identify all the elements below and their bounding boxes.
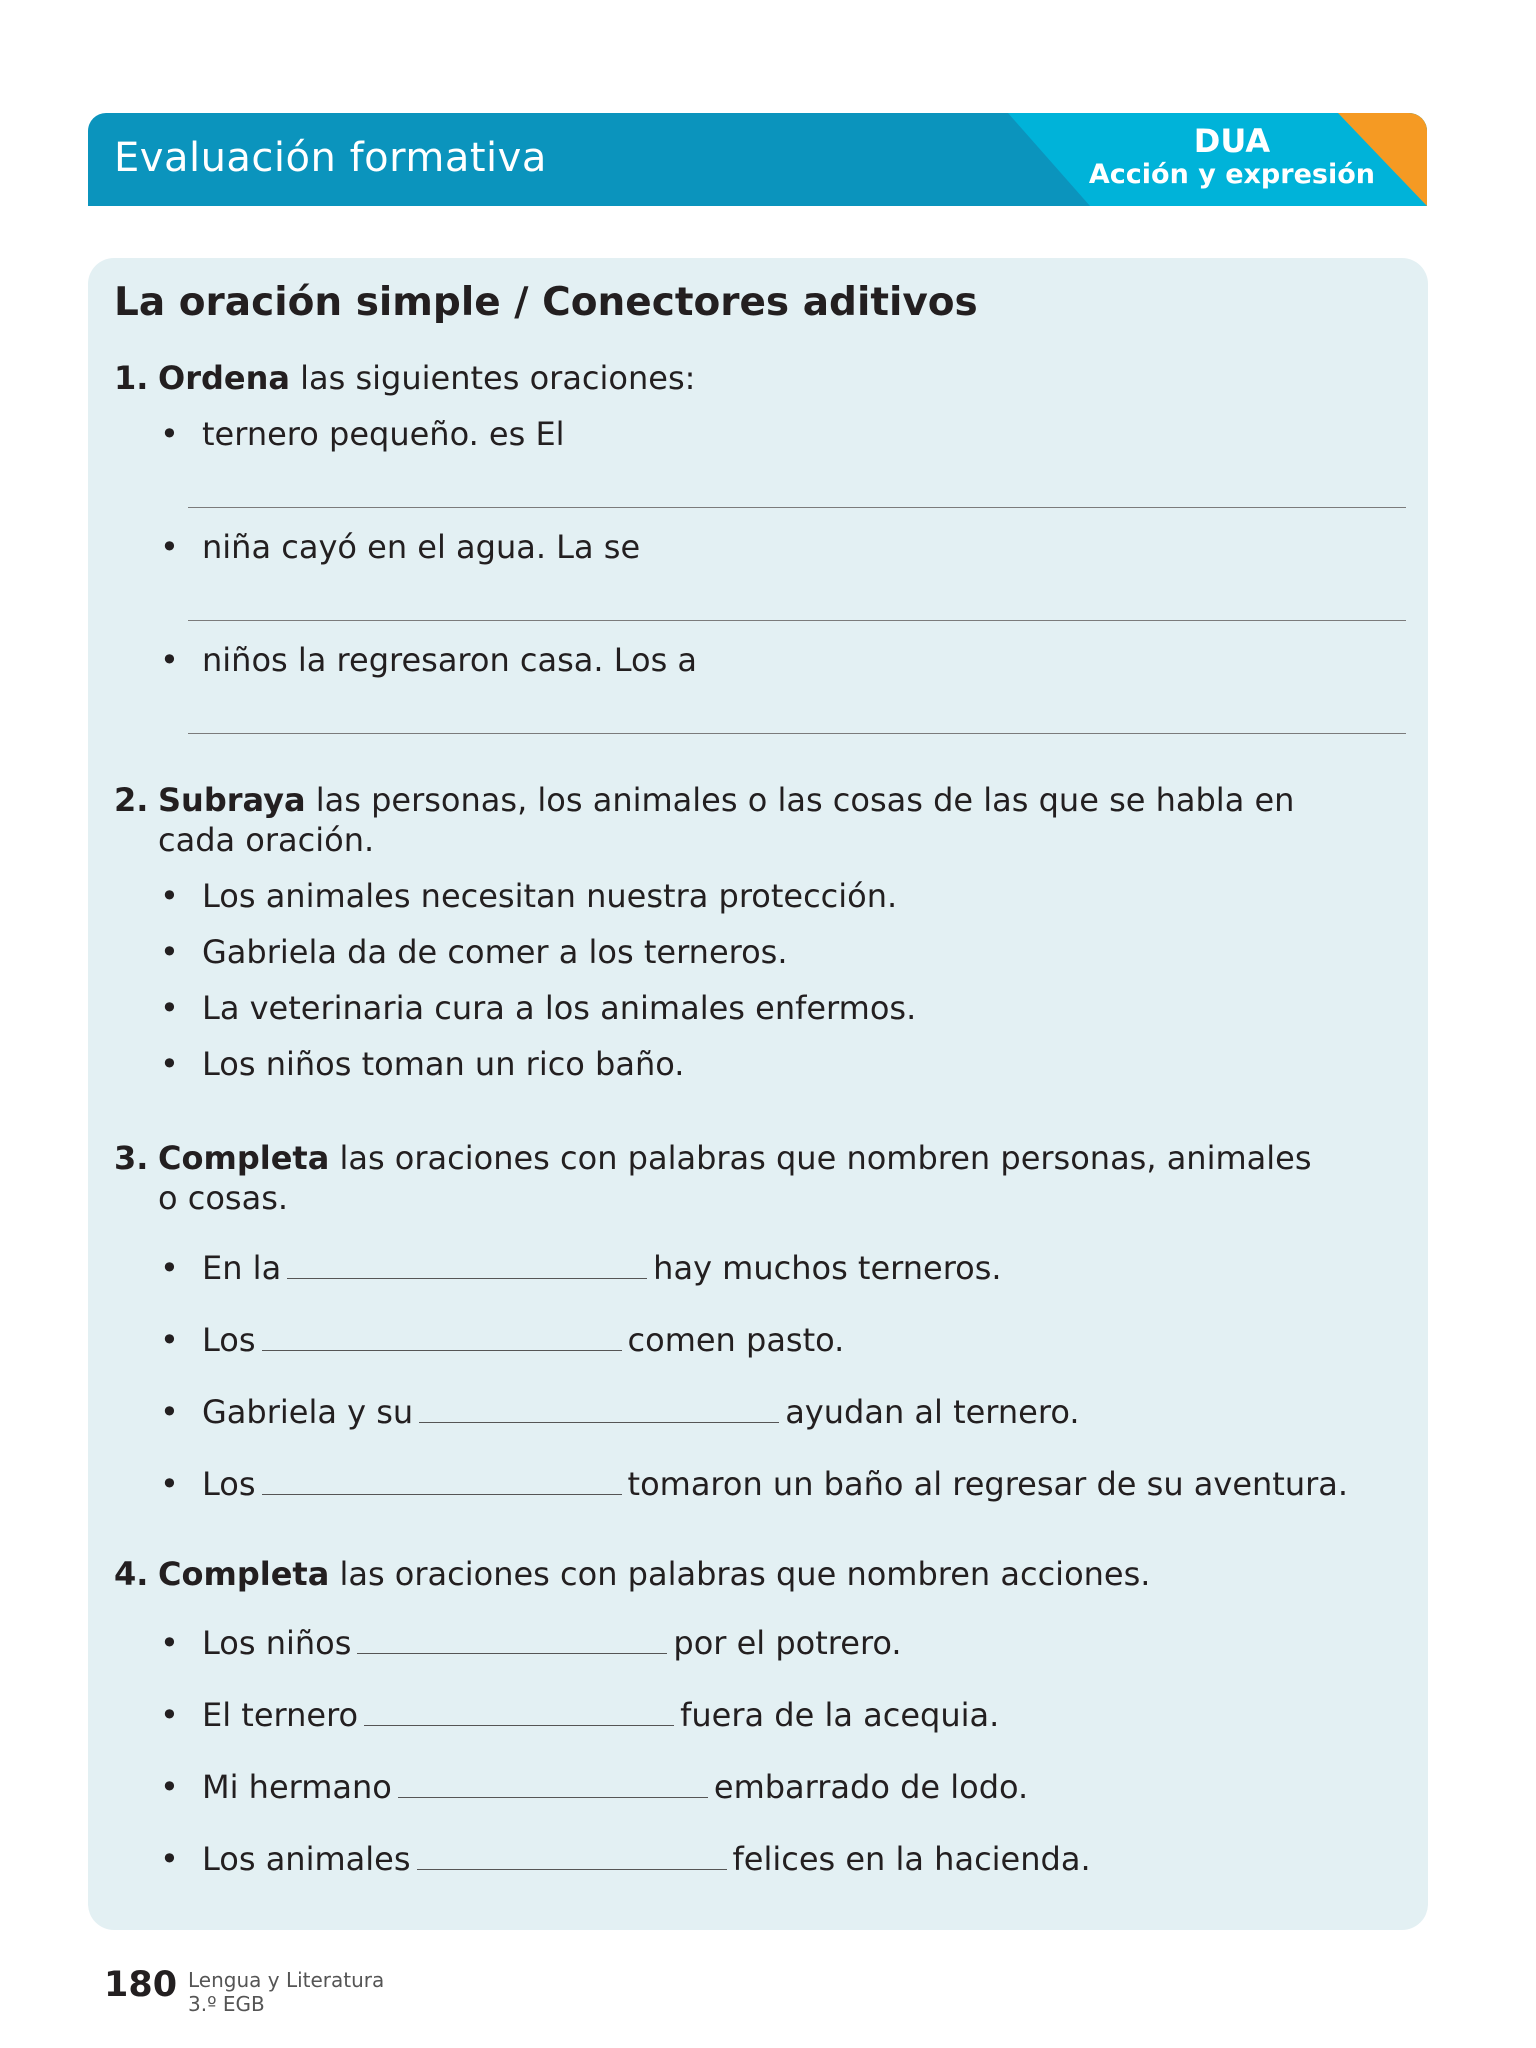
question-2 [114,780,1394,860]
question-keyword: Completa [158,1139,330,1177]
exercise-card [88,258,1428,1930]
question-text: las personas, los animales o las cosas de las que se habla en [305,781,1295,819]
list-item: • Los niños toman un rico baño. [160,1045,685,1083]
list-item: • ternero pequeño. es El [160,415,565,453]
question-number: 1. [114,359,149,397]
question-keyword: Ordena [158,359,290,397]
question-keyword: Completa [158,1555,330,1593]
dua-label [1089,123,1375,191]
fill-blank[interactable] [417,1841,727,1870]
question-text-continued: o cosas. [158,1179,289,1217]
banner-title: Evaluación formativa [114,135,547,181]
answer-line[interactable] [188,507,1406,508]
list-item: • Los animales necesitan nuestra protección. [160,877,898,915]
question-4 [114,1554,1394,1594]
question-text: las siguientes oraciones: [289,359,696,397]
answer-line[interactable] [188,733,1406,734]
question-3 [114,1138,1394,1218]
subject-name: Lengua y Literatura [188,1968,385,1992]
fill-blank[interactable] [419,1394,779,1423]
question-number: 4. [114,1555,149,1593]
section-banner [88,113,1427,206]
page-number: 180 [104,1965,178,2005]
fill-blank[interactable] [364,1697,674,1726]
fill-blank[interactable] [398,1769,708,1798]
card-title: La oración simple / Conectores aditivos [114,280,978,325]
question-text-continued: cada oración. [158,821,375,859]
list-item: • Gabriela y su ayudan al ternero. [160,1393,1080,1431]
fill-blank[interactable] [357,1625,667,1654]
fill-blank[interactable] [287,1250,647,1279]
fill-blank[interactable] [262,1466,622,1495]
footer-subject [188,1968,384,2016]
list-item: • niños la regresaron casa. Los a [160,641,698,679]
list-item: • En la hay muchos terneros. [160,1249,1002,1287]
list-item: • La veterinaria cura a los animales enfermos. [160,989,917,1027]
fill-blank[interactable] [262,1322,622,1351]
list-item: • Los niños por el potrero. [160,1624,902,1662]
answer-line[interactable] [188,620,1406,621]
question-keyword: Subraya [158,781,306,819]
question-number: 3. [114,1139,149,1177]
list-item: • Gabriela da de comer a los terneros. [160,933,788,971]
dua-subtitle: Acción y expresión [1088,159,1375,190]
question-text: las oraciones con palabras que nombren acciones. [329,1555,1151,1593]
list-item: • Los animales felices en la hacienda. [160,1840,1091,1878]
list-item: • niña cayó en el agua. La se [160,528,641,566]
list-item: • Los tomaron un baño al regresar de su aventura. [160,1465,1349,1503]
dua-title: DUA [1193,122,1271,160]
list-item: • Los comen pasto. [160,1321,845,1359]
question-text: las oraciones con palabras que nombren personas, animales [329,1139,1312,1177]
grade-label: 3.º EGB [188,1992,265,2016]
question-1 [114,358,1394,398]
list-item: • El ternero fuera de la acequia. [160,1696,1000,1734]
question-number: 2. [114,781,149,819]
list-item: • Mi hermano embarrado de lodo. [160,1768,1029,1806]
